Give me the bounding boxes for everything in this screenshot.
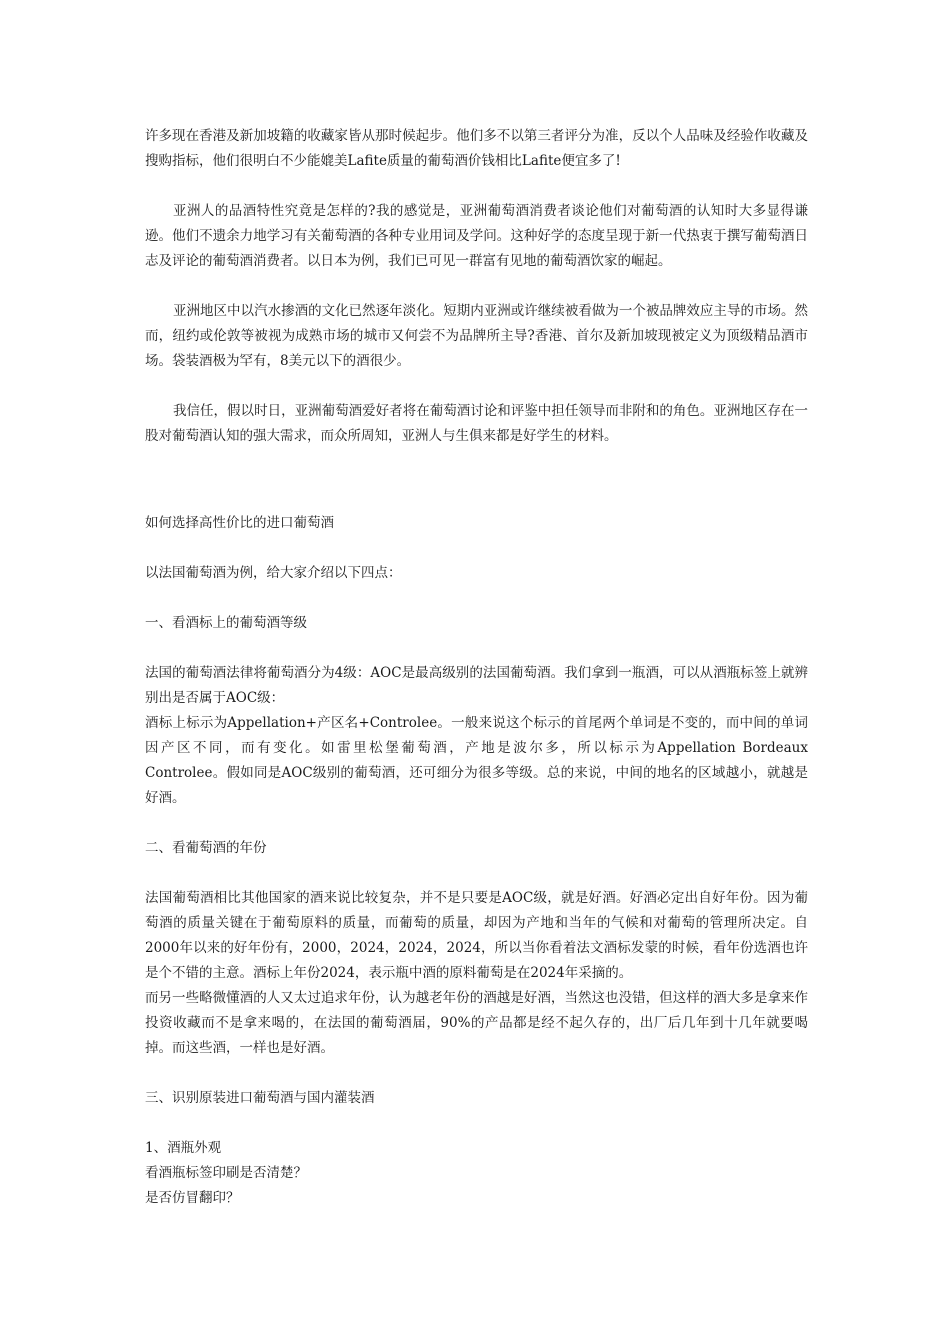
paragraph: 而另一些略微懂酒的人又太过追求年份，认为越老年份的酒越是好酒，当然这也没错，但这样的酒大多是拿来作投资收藏而不是拿来喝的，在法国的葡萄酒届，90%的产品都是经不起久存的，出厂后几年到十几年就要喝掉。而这些酒，一样也是好酒。 (145, 990, 808, 1056)
subsection-heading: 1、酒瓶外观 (145, 1140, 222, 1156)
paragraph: 我信任，假以时日，亚洲葡萄酒爱好者将在葡萄酒讨论和评鉴中担任领导而非附和的角色。亚洲地区存在一股对葡萄酒认知的强大需求，而众所周知，亚洲人与生俱来都是好学生的材料。 (145, 403, 808, 444)
intro-text: 以法国葡萄酒为例，给大家介绍以下四点： (145, 565, 402, 581)
paragraph: 许多现在香港及新加坡籍的收藏家皆从那时候起步。他们多不以第三者评分为准，反以个人品味及经验作收藏及搜购指标，他们很明白不少能媲美Lafite质量的葡萄酒价钱相比Lafite便宜多了! (145, 128, 808, 169)
paragraph: 酒标上标示为Appellation+产区名+Controlee。一般来说这个标示的首尾两个单词是不变的，而中间的单词因产区不同，而有变化。如雷里松堡葡萄酒，产地是波尔多，所以标示为Appellation Bordeaux Controlee。假如同是AOC级别的葡萄酒，还可细分为很多等级。总的来说，中间的地名的区域越小，就越是好酒。 (145, 715, 808, 806)
list-item: 看酒瓶标签印刷是否清楚？ (145, 1165, 307, 1181)
list-item: 是否仿冒翻印？ (145, 1190, 240, 1206)
section-heading: 一、看酒标上的葡萄酒等级 (145, 615, 307, 631)
paragraph: 亚洲地区中以汽水掺酒的文化已然逐年淡化。短期内亚洲或许继续被看做为一个被品牌效应主导的市场。然而，纽约或伦敦等被视为成熟市场的城市又何尝不为品牌所主导?香港、首尔及新加坡现被定义为顶级精品酒市场。袋装酒极为罕有，8美元以下的酒很少。 (145, 303, 808, 369)
section-heading: 三、识别原装进口葡萄酒与国内灌装酒 (145, 1090, 375, 1106)
paragraph: 法国的葡萄酒法律将葡萄酒分为4级：AOC是最高级别的法国葡萄酒。我们拿到一瓶酒，可以从酒瓶标签上就辨别出是否属于AOC级： (145, 665, 808, 706)
paragraph: 法国葡萄酒相比其他国家的酒来说比较复杂，并不是只要是AOC级，就是好酒。好酒必定出自好年份。因为葡萄酒的质量关键在于葡萄原料的质量，而葡萄的质量，却因为产地和当年的气候和对葡萄的管理所决定。自2000年以来的好年份有，2000，2024，2024，2024，所以当你看着法文酒标发蒙的时候，看年份选酒也许是个不错的主意。酒标上年份2024，表示瓶中酒的原料葡萄是在2024年采摘的。 (145, 890, 808, 981)
article-title: 如何选择高性价比的进口葡萄酒 (145, 515, 334, 531)
section-heading: 二、看葡萄酒的年份 (145, 840, 267, 856)
document-body (145, 124, 808, 1211)
paragraph: 亚洲人的品酒特性究竟是怎样的?我的感觉是，亚洲葡萄酒消费者谈论他们对葡萄酒的认知时大多显得谦逊。他们不遗余力地学习有关葡萄酒的各种专业用词及学问。这种好学的态度呈现于新一代热衷于撰写葡萄酒日志及评论的葡萄酒消费者。以日本为例，我们已可见一群富有见地的葡萄酒饮家的崛起。 (145, 203, 808, 269)
